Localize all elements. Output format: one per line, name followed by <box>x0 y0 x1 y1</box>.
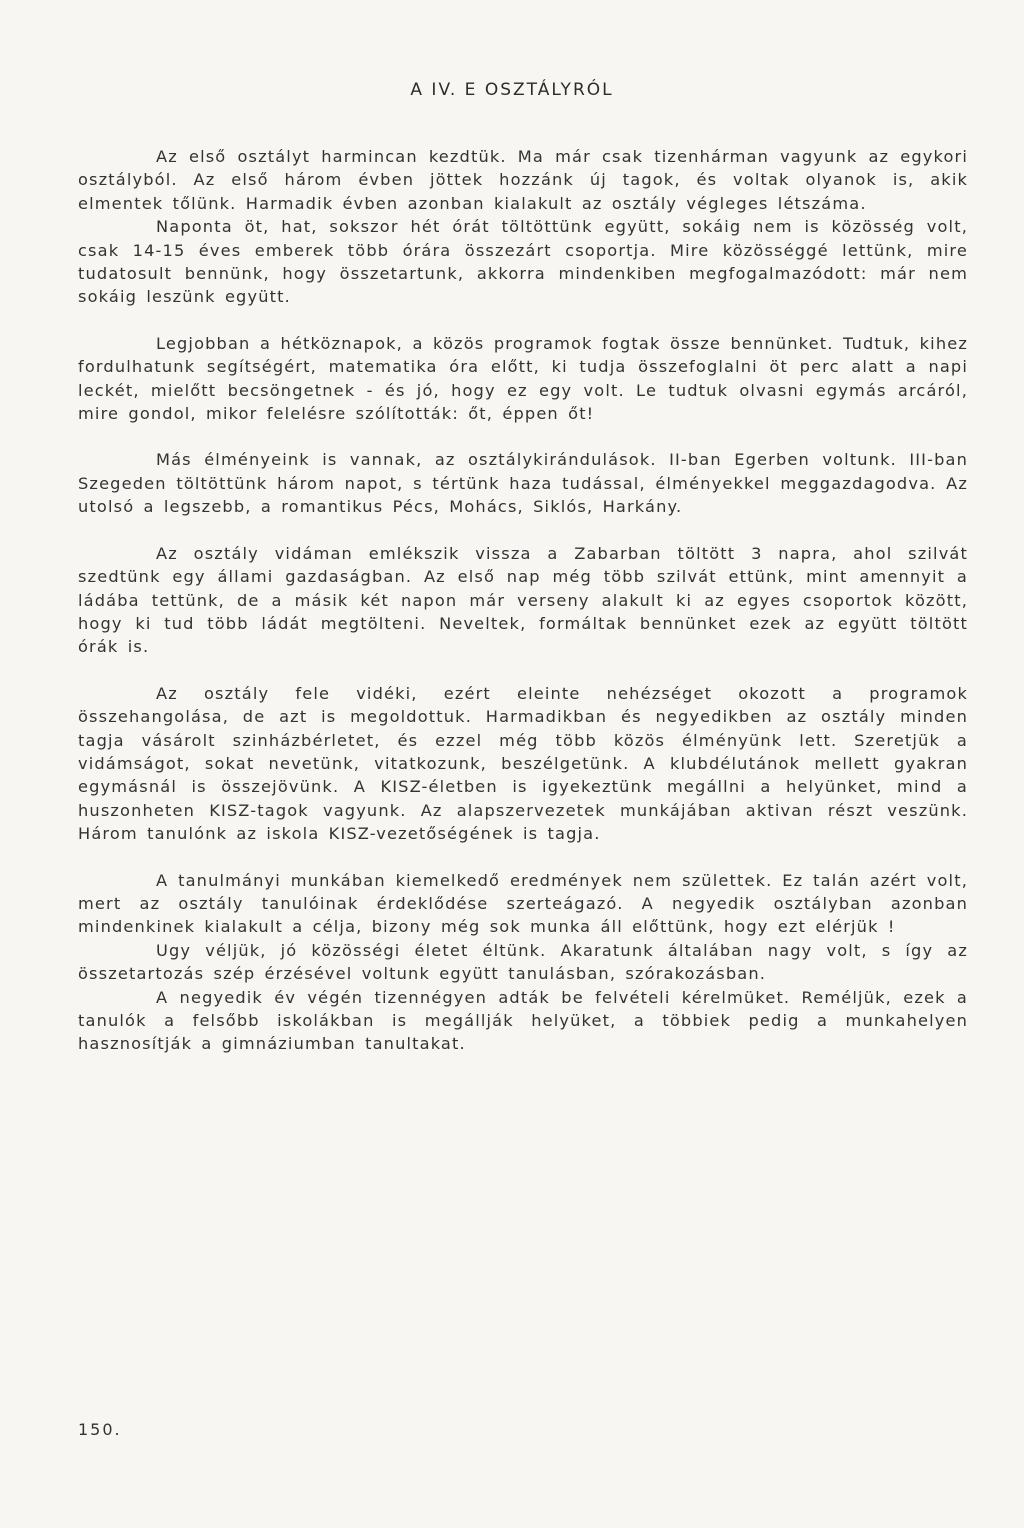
paragraph-6: Az osztály fele vidéki, ezért eleinte nehézséget okozott a programok összehangolása, de azt is megoldottuk. Harmadikban és negyedikben az osztály minden tagja vásárolt szinházbérletet, és ezzel még több közös élményünk lett. Szeretjük a vidámságot, sokat nevetünk, vitatkozunk, beszélgetünk. A klubdélutánok mellett gyakran egymásnál is összejövünk. A KISZ-életben is igyekeztünk megállni a helyünket, mind a huszonheten KISZ-tagok vagyunk. Az alapszervezetek munkájában aktivan részt veszünk. Három tanulónk az iskola KISZ-vezetőségének is tagja. <box>78 683 968 844</box>
paragraph-8: Ugy véljük, jó közösségi életet éltünk. Akaratunk általában nagy volt, s így az összetartozás szép érzésével voltunk együtt tanulásban, szórakozásban. <box>78 940 968 984</box>
page-title: A IV. E OSZTÁLYRÓL <box>410 80 614 100</box>
paragraph-7: A tanulmányi munkában kiemelkedő eredmények nem születtek. Ez talán azért volt, mert az osztály tanulóinak érdeklődése szerteágazó. A negyedik osztályban azonban mindenkinek kialakult a célja, bizony még sok munka áll előttünk, hogy ezt elérjük ! <box>78 870 968 937</box>
page-number: 150. <box>78 1420 122 1439</box>
article-body <box>78 145 968 1056</box>
paragraph-4: Más élményeink is vannak, az osztálykirándulások. II-ban Egerben voltunk. III-ban Szegeden töltöttünk három napot, s tértünk haza tudással, élményekkel meggazdagodva. Az utolsó a legszebb, a romantikus Pécs, Mohács, Siklós, Harkány. <box>78 450 968 517</box>
paragraph-9: A negyedik év végén tizennégyen adták be felvételi kérelmüket. Reméljük, ezek a tanulók a felsőbb iskolákban is megállják helyüket, a többiek pedig a munkahelyen hasznosítják a gimnáziumban tanultakat. <box>78 987 968 1054</box>
paragraph-1: Az első osztályt harmincan kezdtük. Ma már csak tizenhárman vagyunk az egykori osztályból. Az első három évben jöttek hozzánk új tagok, és voltak olyanok is, akik elmentek tőlünk. Harmadik évben azonban kialakult az osztály végleges létszáma. <box>78 147 968 213</box>
paragraph-5: Az osztály vidáman emlékszik vissza a Zabarban töltött 3 napra, ahol szilvát szedtünk egy állami gazdaságban. Az első nap még több szilvát ettünk, mint amennyit a ládába tettünk, de a másik két napon már verseny alakult ki az egyes csoportok között, hogy ki tud több ládát megtölteni. Neveltek, formáltak bennünket ezek az együtt töltött órák is. <box>78 543 968 657</box>
paragraph-2: Naponta öt, hat, sokszor hét órát töltöttünk együtt, sokáig nem is közösség volt, csak 14-15 éves emberek több órára összezárt csoportja. Mire közösséggé lettünk, mire tudatosult bennünk, hogy összetartunk, akkorra mindenkiben megfogalmazódott: már nem sokáig leszünk együtt. <box>78 217 968 307</box>
paragraph-3: Legjobban a hétköznapok, a közös programok fogtak össze bennünket. Tudtuk, kihez fordulhatunk segítségért, matematika óra előtt, ki tudja összefoglalni öt perc alatt a napi leckét, mielőtt becsöngetnek - és jó, hogy ez egy volt. Le tudtuk olvasni egymás arcáról, mire gondol, mikor felelésre szólították: őt, éppen őt! <box>78 333 968 424</box>
